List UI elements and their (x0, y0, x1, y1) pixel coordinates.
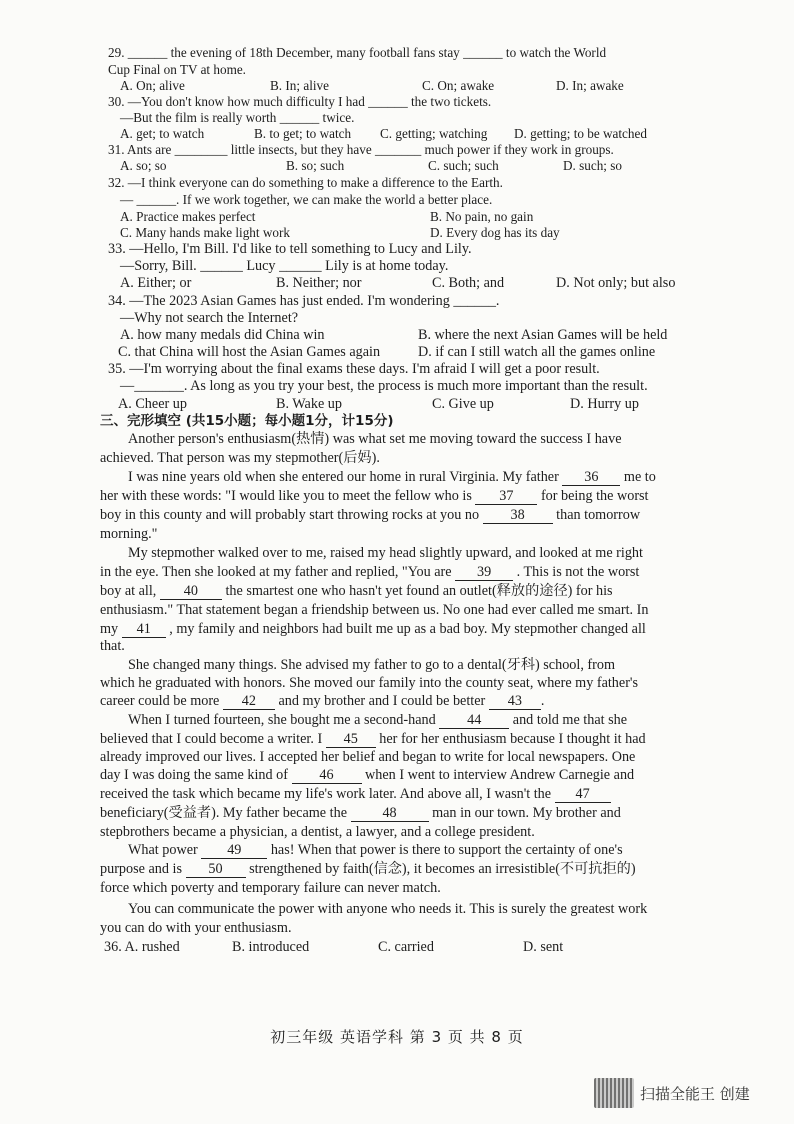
passage-text: my (100, 621, 119, 637)
passage-text: purpose and is (100, 861, 182, 877)
passage-text: What power (128, 842, 198, 858)
passage-line: You can communicate the power with anyone who needs it. This is surely the greatest work (128, 901, 648, 917)
passage-line (100, 786, 611, 803)
blank-44[interactable]: 44 (439, 713, 509, 729)
passage-text: the smartest one who hasn't yet found an outlet(释放的途径) for his (225, 583, 613, 599)
q32-option-c: C. Many hands make light work (120, 225, 290, 240)
q29-stem-2: Cup Final on TV at home. (108, 62, 246, 77)
blank-47[interactable]: 47 (555, 787, 611, 803)
blank-48[interactable]: 48 (351, 806, 429, 822)
passage-text: beneficiary(受益者). My father became the (100, 805, 347, 821)
q30-option-c: C. getting; watching (380, 126, 488, 141)
q32-stem: 32. —I think everyone can do something to make a difference to the Earth. (108, 175, 503, 190)
passage-line: that. (100, 638, 125, 654)
q31-stem: 31. Ants are ________ little insects, but they have _______ much power if they work in groups. (108, 142, 614, 157)
passage-line (100, 564, 639, 581)
q30-option-b: B. to get; to watch (254, 126, 352, 141)
passage-line: you can do with your enthusiasm. (100, 920, 292, 936)
q35-option-a: A. Cheer up (118, 396, 187, 412)
q29-option-b: B. In; alive (270, 78, 329, 93)
q29-option-a: A. On; alive (120, 78, 185, 93)
passage-line: which he graduated with honors. She moved our family into the county seat, where my father's (100, 675, 638, 691)
passage-line (128, 842, 623, 859)
q31-option-d: D. such; so (563, 158, 622, 173)
q32-option-d: D. Every dog has its day (430, 225, 560, 240)
passage-text: I was nine years old when she entered our home in rural Virginia. My father (128, 469, 559, 485)
passage-line (100, 693, 544, 710)
passage-text: , my family and neighbors had built me up as a bad boy. My stepmother changed all (169, 621, 646, 637)
q30-option-a: A. get; to watch (120, 126, 205, 141)
passage-line (100, 731, 646, 748)
passage-text: her with these words: "I would like you to meet the fellow who is (100, 488, 472, 504)
page-footer: 初三年级 英语学科 第 3 页 共 8 页 (270, 1028, 524, 1046)
passage-line: Another person's enthusiasm(热情) was what set me moving toward the success I have (128, 431, 622, 447)
watermark-text: 扫描全能王 创建 (640, 1084, 750, 1103)
q35-option-b: B. Wake up (276, 396, 342, 412)
passage-text: . This is not the worst (516, 564, 640, 580)
q31-option-a: A. so; so (120, 158, 167, 173)
q34-stem-2: —Why not search the Internet? (120, 310, 299, 326)
passage-line: My stepmother walked over to me, raised my head slightly upward, and looked at me right (128, 545, 643, 561)
passage-line (100, 861, 636, 878)
passage-text: received the task which became my life's work later. And above all, I wasn't the (100, 786, 552, 802)
q30-stem-2: —But the film is really worth ______ twice. (120, 110, 355, 125)
passage-text: than tomorrow (556, 507, 641, 523)
q33-option-b: B. Neither; nor (276, 275, 362, 291)
q30-option-d: D. getting; to be watched (514, 126, 647, 141)
q30-stem: 30. —You don't know how much difficulty I had ______ the two tickets. (108, 94, 492, 109)
passage-text: day I was doing the same kind of (100, 767, 288, 783)
passage-text: boy in this county and will probably start throwing rocks at you no (100, 507, 480, 523)
passage-text: me to (623, 469, 656, 485)
passage-line: force which poverty and temporary failure can never match. (100, 880, 441, 896)
passage-line (100, 583, 613, 600)
q35-stem: 35. —I'm worrying about the final exams these days. I'm afraid I will get a poor result. (108, 361, 600, 377)
blank-37[interactable]: 37 (475, 489, 537, 505)
scanner-logo-icon (594, 1078, 634, 1108)
q36-option-b: B. introduced (232, 939, 310, 955)
passage-text: when I went to interview Andrew Carnegie and (365, 767, 635, 783)
q29-option-c: C. On; awake (422, 78, 495, 93)
q33-option-d: D. Not only; but also (556, 275, 676, 291)
q33-stem: 33. —Hello, I'm Bill. I'd like to tell something to Lucy and Lily. (108, 241, 472, 257)
passage-line: already improved our lives. I accepted her belief and began to write for local newspapers. One (100, 749, 636, 765)
q32-option-a: A. Practice makes perfect (120, 209, 256, 224)
blank-38[interactable]: 38 (483, 508, 553, 524)
passage-text: . (540, 693, 545, 709)
passage-line (100, 621, 646, 638)
passage-text: has! When that power is there to support the certainty of one's (270, 842, 623, 858)
blank-43[interactable]: 43 (489, 694, 541, 710)
passage-line: enthusiasm." That statement began a friendship between us. No one had ever called me smart. In (100, 602, 649, 618)
q35-option-c: C. Give up (432, 396, 494, 412)
passage-line: achieved. That person was my stepmother(后妈). (100, 450, 380, 466)
q33-stem-2: —Sorry, Bill. ______ Lucy ______ Lily is at home today. (120, 258, 449, 274)
passage-line (100, 507, 640, 524)
q34-option-c: C. that China will host the Asian Games again (118, 344, 381, 360)
passage-text: When I turned fourteen, she bought me a second-hand (128, 712, 436, 728)
q33-option-c: C. Both; and (432, 275, 505, 291)
passage-text: in the eye. Then she looked at my father and replied, "You are (100, 564, 452, 580)
blank-50[interactable]: 50 (186, 862, 246, 878)
q36-option-a: 36. A. rushed (104, 939, 180, 955)
passage-line: stepbrothers became a physician, a dentist, a lawyer, and a college president. (100, 824, 535, 840)
blank-36[interactable]: 36 (562, 470, 620, 486)
passage-text: for being the worst (540, 488, 649, 504)
passage-line (128, 712, 627, 729)
scanner-watermark (594, 1077, 774, 1109)
q34-option-b: B. where the next Asian Games will be held (418, 327, 668, 343)
passage-text: boy at all, (100, 583, 157, 599)
passage-line (100, 805, 621, 822)
q31-option-b: B. so; such (286, 158, 345, 173)
passage-text: and my brother and I could be better (278, 693, 486, 709)
blank-49[interactable]: 49 (201, 843, 267, 859)
passage-line (100, 488, 649, 505)
q36-option-c: C. carried (378, 939, 434, 955)
q32-option-b: B. No pain, no gain (430, 209, 534, 224)
q32-stem-2: — ______. If we work together, we can make the world a better place. (120, 192, 493, 207)
q34-option-a: A. how many medals did China win (120, 327, 325, 343)
passage-text: strengthened by faith(信念), it becomes an irresistible(不可抗拒的) (249, 861, 636, 877)
q33-option-a: A. Either; or (120, 275, 192, 291)
passage-line: She changed many things. She advised my father to go to a dental(牙科) school, from (128, 657, 615, 673)
blank-46[interactable]: 46 (292, 768, 362, 784)
passage-text: career could be more (100, 693, 220, 709)
passage-text: her for her enthusiasm because I thought it had (379, 731, 646, 747)
blank-41[interactable]: 41 (122, 622, 166, 638)
passage-text: believed that I could become a writer. I (100, 731, 323, 747)
blank-42[interactable]: 42 (223, 694, 275, 710)
q29-option-d: D. In; awake (556, 78, 624, 93)
passage-line (100, 767, 634, 784)
q34-stem: 34. —The 2023 Asian Games has just ended. I'm wondering ______. (108, 293, 500, 309)
blank-40[interactable]: 40 (160, 584, 222, 600)
blank-39[interactable]: 39 (455, 565, 513, 581)
q36-option-d: D. sent (523, 939, 564, 955)
passage-line (128, 469, 656, 486)
q35-option-d: D. Hurry up (570, 396, 639, 412)
passage-text: and told me that she (512, 712, 628, 728)
q29-stem: 29. ______ the evening of 18th December, many football fans stay ______ to watch the World (108, 45, 607, 60)
passage-line: morning." (100, 526, 158, 542)
q35-stem-2: —_______. As long as you try your best, the process is much more important than the result. (120, 378, 648, 394)
q31-option-c: C. such; such (428, 158, 499, 173)
q34-option-d: D. if can I still watch all the games online (418, 344, 656, 360)
blank-45[interactable]: 45 (326, 732, 376, 748)
section-heading: 三、完形填空 (共15小题；每小题1分，计15分) (100, 413, 394, 429)
passage-text: man in our town. My brother and (432, 805, 621, 821)
